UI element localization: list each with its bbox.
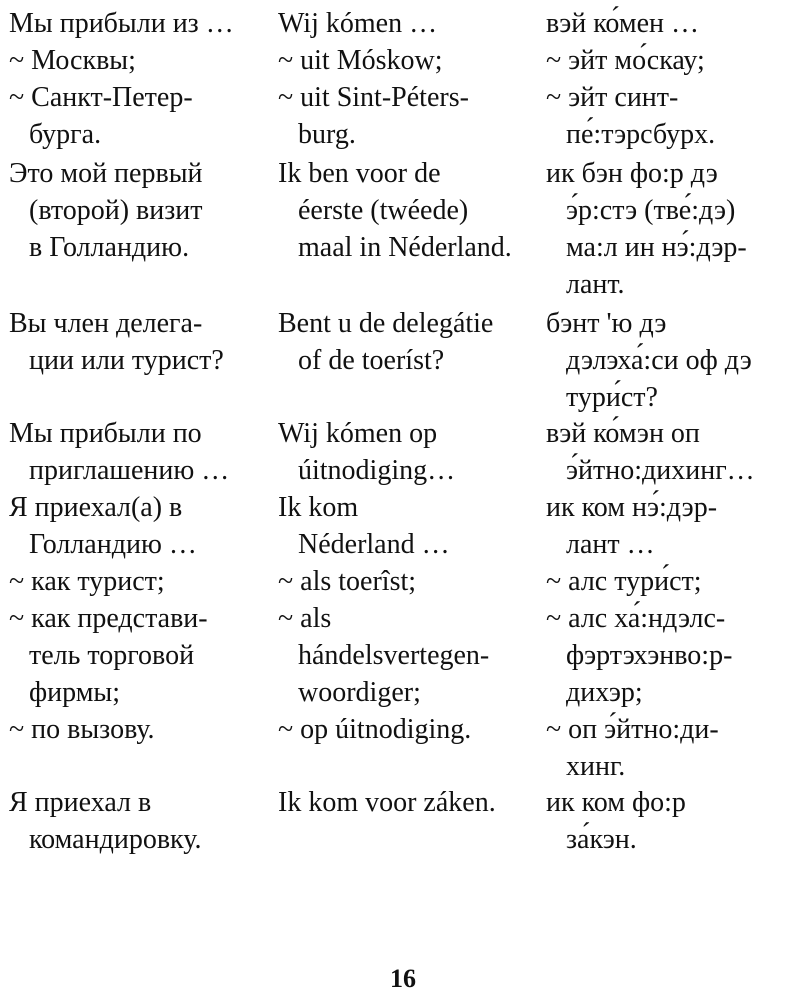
dutch-column xyxy=(278,489,540,748)
russian-line: Голландию … xyxy=(29,529,197,560)
dutch-line: of de toeríst? xyxy=(298,345,445,376)
dutch-line: ~ als toerîst; xyxy=(278,566,417,597)
transcription-column xyxy=(546,415,804,489)
dutch-line: hándelsvertegen- xyxy=(298,640,490,671)
transcription-line: вэй ко́мэн оп xyxy=(546,418,700,449)
dutch-line: éerste (twéede) xyxy=(298,195,469,226)
russian-line: Вы член делега- xyxy=(9,308,203,339)
transcription-line: ик ком нэ́:дэр- xyxy=(546,492,718,523)
transcription-line: ~ эйт мо́скау; xyxy=(546,45,705,76)
russian-line: командировку. xyxy=(29,824,202,855)
transcription-line: ~ эйт синт- xyxy=(546,82,679,113)
transcription-line: лант … xyxy=(566,529,655,560)
dutch-line: Wij kómen op xyxy=(278,418,438,449)
dutch-line: ~ uit Sint-Péters- xyxy=(278,82,469,113)
dutch-line: Ik ben voor de xyxy=(278,158,441,189)
transcription-line: тури́ст? xyxy=(566,382,658,413)
dutch-column xyxy=(278,784,540,821)
russian-column xyxy=(9,784,271,858)
russian-line: Мы прибыли по xyxy=(9,418,202,449)
transcription-column xyxy=(546,5,804,153)
russian-line: ции или турист? xyxy=(29,345,224,376)
transcription-line: дихэр; xyxy=(566,677,643,708)
dutch-line: Wij kómen … xyxy=(278,8,438,39)
russian-line: Я приехал в xyxy=(9,787,152,818)
russian-line: приглашению … xyxy=(29,455,230,486)
russian-line: ~ Москвы; xyxy=(9,45,136,76)
russian-line: Я приехал(а) в xyxy=(9,492,183,523)
transcription-line: лант. xyxy=(566,269,625,300)
dutch-column xyxy=(278,305,540,379)
transcription-column xyxy=(546,155,804,303)
transcription-line: э́йтно:дихинг… xyxy=(566,455,755,486)
russian-line: ~ Санкт-Петер- xyxy=(9,82,193,113)
russian-column xyxy=(9,305,271,379)
dutch-column xyxy=(278,155,540,266)
transcription-column xyxy=(546,489,804,785)
transcription-line: вэй ко́мен … xyxy=(546,8,700,39)
russian-line: ~ как представи- xyxy=(9,603,208,634)
dutch-column xyxy=(278,5,540,153)
dutch-line: ~ op úitnodiging. xyxy=(278,714,472,745)
dutch-line: Bent u de delegátie xyxy=(278,308,494,339)
dutch-line: Ik kom xyxy=(278,492,359,523)
russian-column xyxy=(9,489,271,748)
russian-line: бурга. xyxy=(29,119,102,150)
transcription-line: пе́:тэрсбурх. xyxy=(566,119,716,150)
dutch-line: úitnodiging… xyxy=(298,455,456,486)
transcription-line: ~ алс ха́:ндэлс- xyxy=(546,603,726,634)
transcription-line: ~ оп э́йтно:ди- xyxy=(546,714,719,745)
dutch-line: ~ uit Móskow; xyxy=(278,45,443,76)
russian-line: в Голландию. xyxy=(29,232,190,263)
russian-column xyxy=(9,415,271,489)
russian-line: Мы прибыли из … xyxy=(9,8,234,39)
transcription-line: фэртэхэнво:р- xyxy=(566,640,733,671)
dutch-column xyxy=(278,415,540,489)
transcription-line: ~ алс тури́ст; xyxy=(546,566,702,597)
russian-line: фирмы; xyxy=(29,677,121,708)
russian-column xyxy=(9,5,271,153)
dutch-line: Néderland … xyxy=(298,529,450,560)
transcription-line: за́кэн. xyxy=(566,824,637,855)
russian-line: тель торговой xyxy=(29,640,195,671)
dutch-line: ~ als xyxy=(278,603,332,634)
dutch-line: Ik kom voor záken. xyxy=(278,787,496,818)
transcription-line: ик бэн фо:р дэ xyxy=(546,158,718,189)
russian-line: (второй) визит xyxy=(29,195,203,226)
russian-line: Это мой первый xyxy=(9,158,203,189)
transcription-line: бэнт 'ю дэ xyxy=(546,308,667,339)
russian-column xyxy=(9,155,271,266)
dutch-line: maal in Néderland. xyxy=(298,232,512,263)
transcription-line: дэлэха́:си оф дэ xyxy=(566,345,752,376)
transcription-line: хинг. xyxy=(566,751,626,782)
transcription-column xyxy=(546,305,804,416)
transcription-line: ма:л ин нэ́:дэр- xyxy=(566,232,747,263)
transcription-column xyxy=(546,784,804,858)
dutch-line: burg. xyxy=(298,119,356,150)
transcription-line: э́р:стэ (тве́:дэ) xyxy=(566,195,736,226)
page-number: 16 xyxy=(390,964,416,993)
russian-line: ~ по вызову. xyxy=(9,714,155,745)
russian-line: ~ как турист; xyxy=(9,566,165,597)
dutch-line: woordiger; xyxy=(298,677,421,708)
transcription-line: ик ком фо:р xyxy=(546,787,686,818)
